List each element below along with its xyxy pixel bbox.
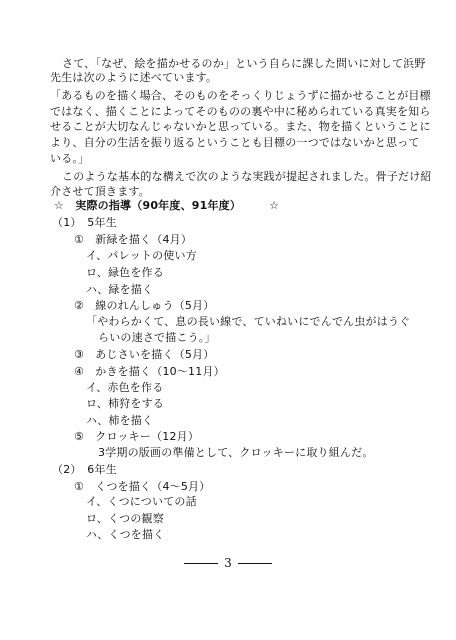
item-4-heading: ④ かきを描く（10～11月） (74, 364, 225, 378)
quote-line-1: 「あるものを描く場合、そのものをそっくりじょうずに描かせることが目標 (50, 88, 431, 102)
item-1-sub-b: ロ、緑色を作る (86, 265, 164, 279)
footer-dash-left (184, 563, 218, 564)
grade-6-heading: （2） 6年生 (52, 462, 117, 476)
item-2-quote-line-1: 「やわらかくて、息の長い線で、ていねいにでんでん虫がはうぐ (86, 315, 411, 329)
item-2-heading: ② 線のれんしゅう（5月） (74, 298, 215, 312)
grade-6-item-1-heading: ① くつを描く（4～5月） (74, 479, 211, 493)
item-4-sub-a: イ、赤色を作る (86, 381, 164, 395)
quote-line-4: より、自分の生活を振り返るということも目標の一つではないかと思って (50, 136, 420, 150)
quote-line-2: ではなく、描くことによってそのものの裏や中に秘められている真実を知ら (50, 104, 431, 118)
paragraph-2-line-2: 介させて頂きます。 (50, 185, 150, 199)
item-3-heading: ③ あじさいを描く（5月） (74, 348, 215, 361)
paragraph-1-line-2: 先生は次のように述べています。 (50, 71, 218, 85)
item-5-text: 3学期の版画の準備として、クロッキーに取り組んだ。 (98, 445, 374, 459)
grade-6-item-1-sub-c: ハ、くつを描く (86, 528, 165, 541)
item-4-sub-b: ロ、柿狩をする (86, 397, 164, 411)
item-1-sub-c: ハ、緑を描く (86, 282, 154, 296)
quote-line-3: せることが大切なんじゃないかと思っている。また、物を描くということに (50, 120, 431, 134)
paragraph-1-line-1: さて、「なぜ、絵を描かせるのか」という自らに課した問いに対して浜野 (62, 57, 426, 70)
section-heading: ☆ 実際の指導（90年度、91年度） ☆ (54, 198, 280, 212)
grade-5-heading: （1） 5年生 (52, 216, 117, 230)
item-2-quote-line-2: らいの速さで描こう。」 (98, 331, 216, 345)
item-4-sub-c: ハ、柿を描く (86, 413, 154, 427)
grade-6-item-1-sub-a: イ、くつについての話 (86, 495, 197, 509)
footer-dash-right (238, 563, 272, 564)
item-5-heading: ⑤ クロッキー（12月） (74, 429, 200, 443)
quote-line-5: いる。」 (50, 152, 90, 166)
grade-6-item-1-sub-b: ロ、くつの観察 (86, 512, 164, 526)
item-1-heading: ① 新緑を描く（4月） (74, 233, 193, 247)
paragraph-2-line-1: このような基本的な構えで次のような実践が提起されました。骨子だけ紹 (62, 169, 432, 183)
page-number-footer (0, 556, 456, 570)
page-number: 3 (224, 556, 232, 570)
item-1-sub-a: イ、パレットの使い方 (86, 248, 197, 262)
